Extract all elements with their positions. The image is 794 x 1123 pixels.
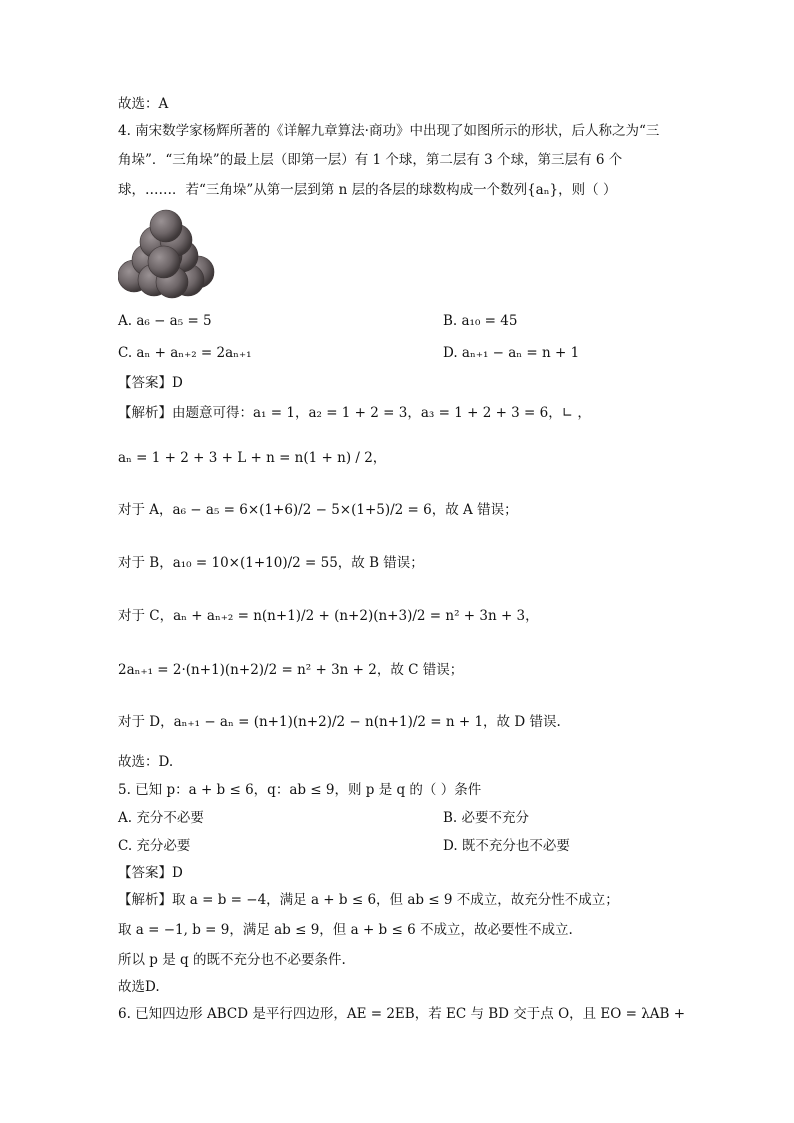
- triangular-pile-figure: [118, 208, 218, 300]
- q4-solution-line1: 【解析】由题意可得：a₁ = 1，a₂ = 1 + 2 = 3，a₃ = 1 + 2 + 3 = 6，∟ ，: [118, 405, 591, 421]
- q4-solution-line7: 对于 D，aₙ₊₁ − aₙ = (n+1)(n+2)/2 − n(n+1)/2 = n + 1，故 D 错误.: [118, 714, 561, 730]
- q4-solution-line4: 对于 B，a₁₀ = 10×(1+10)/2 = 55，故 B 错误；: [118, 555, 424, 571]
- q4-solution-line3: 对于 A，a₆ − a₅ = 6×(1+6)/2 − 5×(1+5)/2 = 6，故 A 错误；: [118, 502, 518, 518]
- prev-answer: 故选：A: [118, 96, 169, 112]
- q5-solution-line1: 【解析】取 a = b = −4，满足 a + b ≤ 6，但 ab ≤ 9 不成立，故充分性不成立；: [118, 892, 619, 908]
- q4-solution-line6: 2aₙ₊₁ = 2·(n+1)(n+2)/2 = n² + 3n + 2，故 C 错误；: [118, 662, 464, 678]
- q4-option-a: A. a₆ − a₅ = 5: [118, 313, 212, 329]
- q5-option-c: C. 充分必要: [118, 838, 191, 854]
- q5-option-a: A. 充分不必要: [118, 810, 204, 826]
- q4-stem-line1: 4. 南宋数学家杨辉所著的《详解九章算法·商功》中出现了如图所示的形状，后人称之为“三: [118, 123, 660, 139]
- q5-solution-line2: 取 a = −1, b = 9，满足 ab ≤ 9，但 a + b ≤ 6 不成立，故必要性不成立.: [118, 922, 573, 938]
- q4-stem-line3: 球，……．若“三角垛”从第一层到第 n 层的各层的球数构成一个数列{aₙ}，则（ ）: [118, 182, 617, 198]
- q5-option-d: D. 既不充分也不必要: [443, 838, 570, 854]
- q5-option-b: B. 必要不充分: [443, 810, 530, 826]
- q4-option-c: C. aₙ + aₙ₊₂ = 2aₙ₊₁: [118, 345, 252, 361]
- q5-answer: 【答案】D: [118, 865, 183, 881]
- q5-final: 故选D.: [118, 979, 160, 995]
- q4-final: 故选：D.: [118, 754, 174, 770]
- q4-solution-line5: 对于 C，aₙ + aₙ₊₂ = n(n+1)/2 + (n+2)(n+3)/2 = n² + 3n + 3，: [118, 608, 539, 624]
- q4-answer: 【答案】D: [118, 375, 183, 391]
- ball: [148, 246, 180, 278]
- q4-solution-line2: aₙ = 1 + 2 + 3 + L + n = n(1 + n) / 2，: [118, 450, 387, 466]
- q6-stem: 6. 已知四边形 ABCD 是平行四边形，AE = 2EB，若 EC 与 BD 交于点 O，且 EO = λAB +: [118, 1006, 686, 1022]
- q4-option-d: D. aₙ₊₁ − aₙ = n + 1: [443, 345, 580, 361]
- q4-option-b: B. a₁₀ = 45: [443, 313, 518, 329]
- ball: [150, 210, 182, 242]
- q5-solution-line3: 所以 p 是 q 的既不充分也不必要条件.: [118, 952, 346, 968]
- q5-stem: 5. 已知 p：a + b ≤ 6，q：ab ≤ 9，则 p 是 q 的（ ）条件: [118, 782, 482, 798]
- q4-stem-line2: 角垛”．“三角垛”的最上层（即第一层）有 1 个球，第二层有 3 个球，第三层有 6 个: [118, 152, 623, 168]
